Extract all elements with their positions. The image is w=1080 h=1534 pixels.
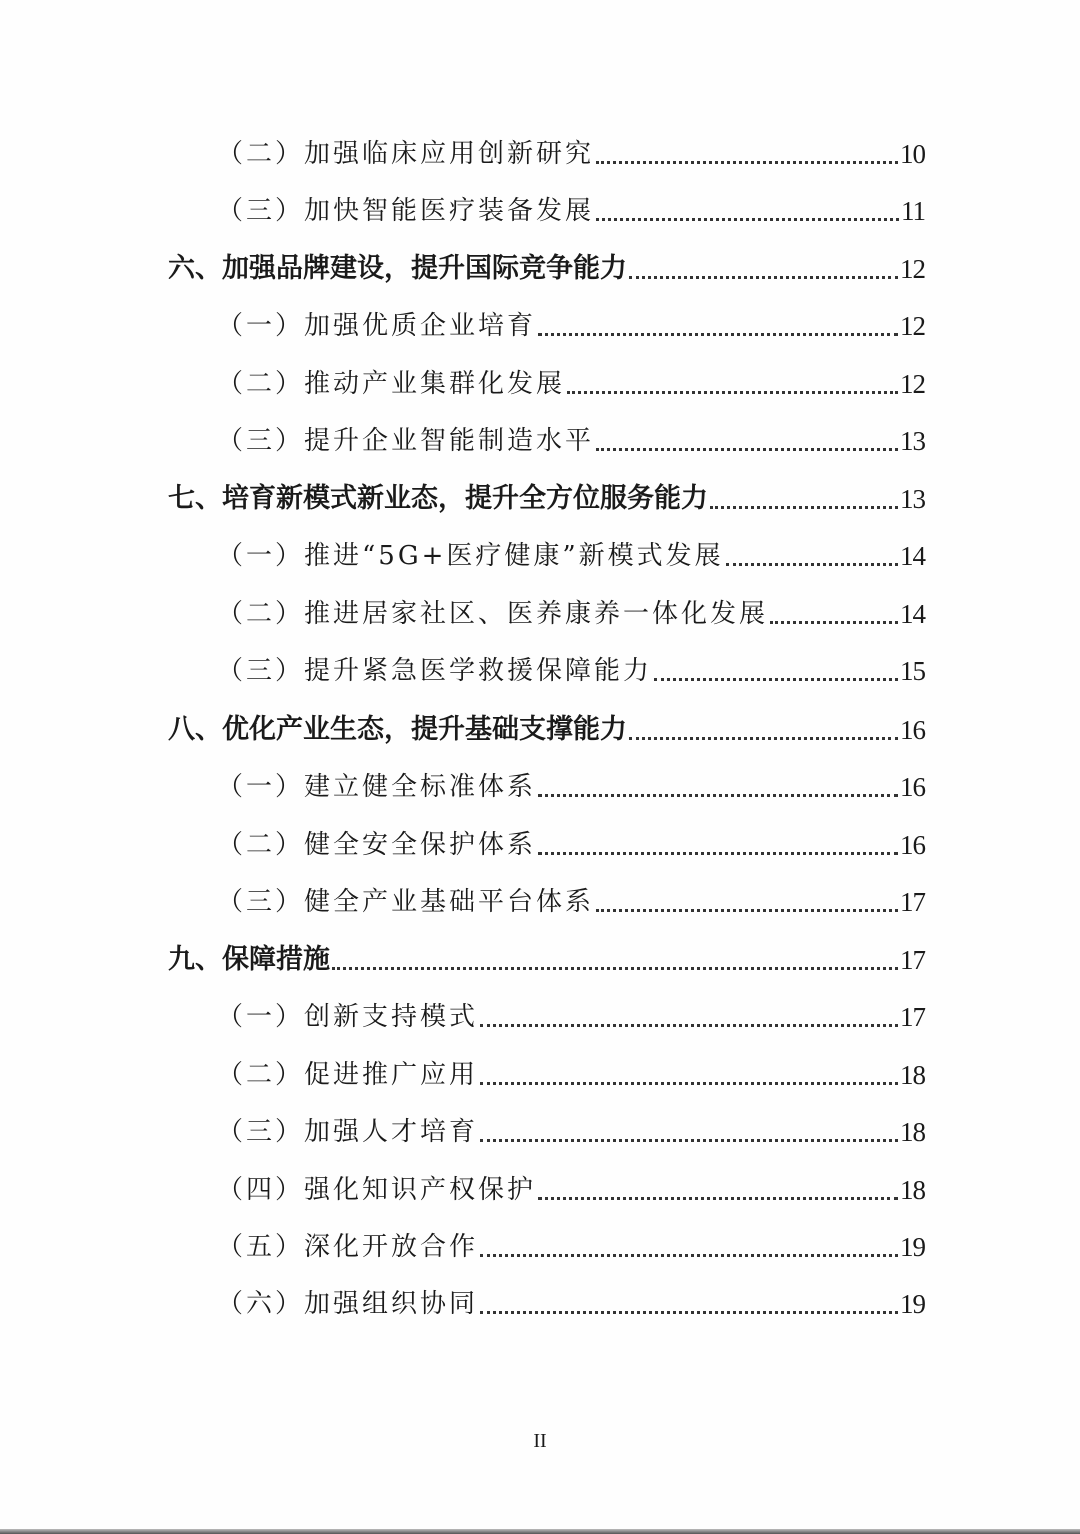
toc-entry-label: （一）建立健全标准体系 xyxy=(217,772,537,802)
toc-chapter-entry[interactable] xyxy=(168,479,925,519)
dot-leader xyxy=(596,161,898,164)
toc-entry-page: 16 xyxy=(900,772,925,802)
toc-entry-page: 18 xyxy=(900,1175,925,1205)
toc-entry-label: （二）健全安全保护体系 xyxy=(217,830,537,860)
toc-entry-page: 16 xyxy=(900,715,925,745)
toc-section-entry[interactable] xyxy=(217,134,925,174)
toc-entry-label: （四）强化知识产权保护 xyxy=(217,1175,537,1205)
toc-section-entry[interactable] xyxy=(217,306,925,346)
dot-leader xyxy=(480,1082,898,1085)
toc-entry-page: 13 xyxy=(900,484,925,514)
toc-entry-label: （一）创新支持模式 xyxy=(217,1002,479,1032)
dot-leader xyxy=(567,391,898,394)
toc-entry-label: （二）推动产业集群化发展 xyxy=(217,369,566,399)
dot-leader xyxy=(538,1197,898,1200)
toc-entry-page: 10 xyxy=(900,139,925,169)
toc-entry-label: （六）加强组织协同 xyxy=(217,1289,479,1319)
toc-entry-label: （一）推进“5G+医疗健康”新模式发展 xyxy=(217,541,724,571)
toc-section-entry[interactable] xyxy=(217,825,925,865)
dot-leader xyxy=(480,1139,898,1142)
toc-entry-page: 17 xyxy=(900,887,925,917)
toc-section-entry[interactable] xyxy=(217,997,925,1037)
dot-leader xyxy=(710,506,898,509)
toc-entry-label: 六、加强品牌建设，提升国际竞争能力 xyxy=(168,253,627,284)
toc-entry-page: 11 xyxy=(901,196,925,226)
dot-leader xyxy=(480,1024,898,1027)
toc-section-entry[interactable] xyxy=(217,1227,925,1267)
dot-leader xyxy=(596,448,898,451)
dot-leader xyxy=(654,678,898,681)
toc-entry-page: 16 xyxy=(900,830,925,860)
toc-section-entry[interactable] xyxy=(217,651,925,691)
dot-leader xyxy=(538,333,898,336)
toc-entry-label: （一）加强优质企业培育 xyxy=(217,311,537,341)
toc-section-entry[interactable] xyxy=(217,767,925,807)
toc-entry-page: 12 xyxy=(900,254,925,284)
dot-leader xyxy=(480,1311,898,1314)
toc-entry-page: 13 xyxy=(900,426,925,456)
toc-entry-page: 17 xyxy=(900,1002,925,1032)
toc-section-entry[interactable] xyxy=(217,364,925,404)
toc-section-entry[interactable] xyxy=(217,1055,925,1095)
toc-chapter-entry[interactable] xyxy=(168,249,925,289)
dot-leader xyxy=(332,967,898,970)
toc-entry-label: 八、优化产业生态，提升基础支撑能力 xyxy=(168,714,627,745)
toc-entry-page: 15 xyxy=(900,656,925,686)
toc-entry-page: 12 xyxy=(900,369,925,399)
toc-entry-page: 18 xyxy=(900,1060,925,1090)
toc-entry-label: （三）加强人才培育 xyxy=(217,1117,479,1147)
toc-entry-page: 19 xyxy=(900,1232,925,1262)
page-number: II xyxy=(533,1430,547,1452)
dot-leader xyxy=(480,1254,898,1257)
scan-edge xyxy=(0,1529,1080,1534)
toc-entry-label: （五）深化开放合作 xyxy=(217,1232,479,1262)
dot-leader xyxy=(770,621,898,624)
toc-entry-label: 七、培育新模式新业态，提升全方位服务能力 xyxy=(168,483,708,514)
toc-entry-label: （三）加快智能医疗装备发展 xyxy=(217,196,595,226)
toc-entry-page: 12 xyxy=(900,311,925,341)
toc-entry-page: 14 xyxy=(900,541,925,571)
toc-entry-label: （三）健全产业基础平台体系 xyxy=(217,887,595,917)
dot-leader xyxy=(538,794,898,797)
dot-leader xyxy=(629,276,898,279)
toc-section-entry[interactable] xyxy=(217,421,925,461)
dot-leader xyxy=(596,218,899,221)
dot-leader xyxy=(629,737,898,740)
toc-chapter-entry[interactable] xyxy=(168,710,925,750)
dot-leader xyxy=(726,563,898,566)
toc-entry-page: 19 xyxy=(900,1289,925,1319)
toc-entry-label: （二）推进居家社区、医养康养一体化发展 xyxy=(217,599,769,629)
toc-entry-label: （二）加强临床应用创新研究 xyxy=(217,139,595,169)
toc-section-entry[interactable] xyxy=(217,594,925,634)
toc-section-entry[interactable] xyxy=(217,882,925,922)
toc-section-entry[interactable] xyxy=(217,1170,925,1210)
toc-section-entry[interactable] xyxy=(217,536,925,576)
toc-entry-label: 九、保障措施 xyxy=(168,944,330,975)
toc-chapter-entry[interactable] xyxy=(168,940,925,980)
toc-section-entry[interactable] xyxy=(217,191,925,231)
toc-section-entry[interactable] xyxy=(217,1284,925,1324)
toc-section-entry[interactable] xyxy=(217,1112,925,1152)
toc-entry-page: 17 xyxy=(900,945,925,975)
toc-entry-page: 18 xyxy=(900,1117,925,1147)
toc-entry-label: （二）促进推广应用 xyxy=(217,1060,479,1090)
toc-entry-label: （三）提升紧急医学救援保障能力 xyxy=(217,656,653,686)
toc-entry-page: 14 xyxy=(900,599,925,629)
dot-leader xyxy=(538,852,898,855)
toc-entry-label: （三）提升企业智能制造水平 xyxy=(217,426,595,456)
dot-leader xyxy=(596,909,898,912)
